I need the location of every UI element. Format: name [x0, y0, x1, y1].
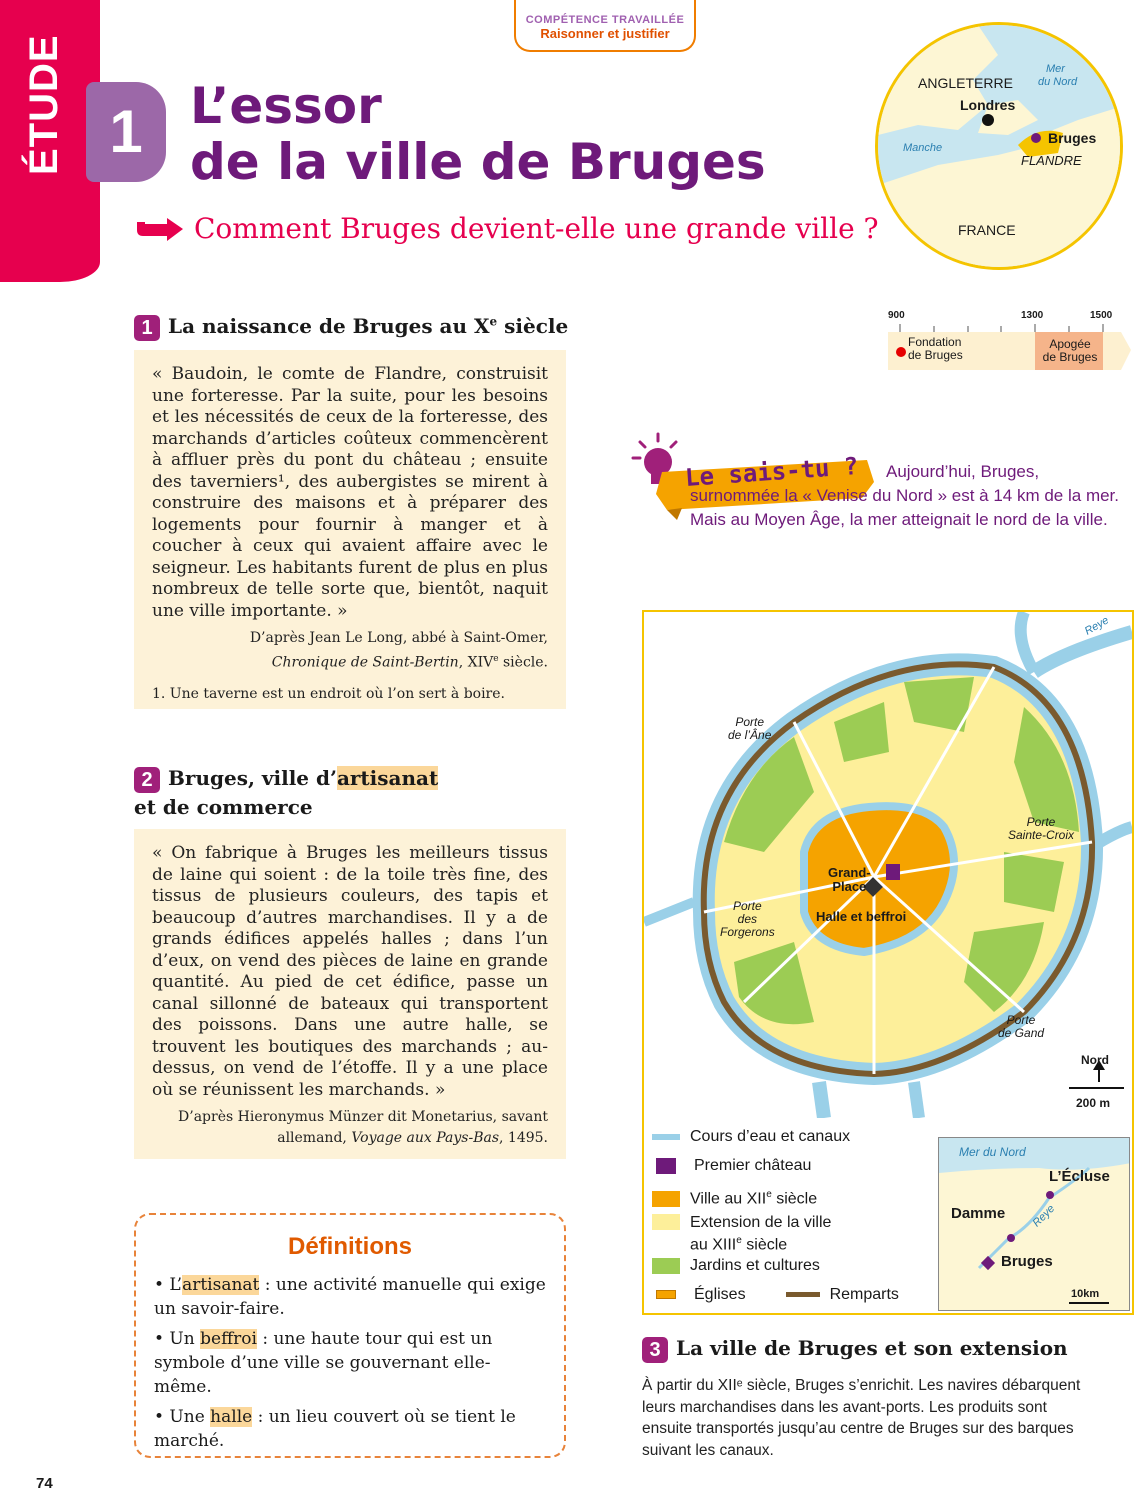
highlight-artisanat: artisanat — [336, 766, 439, 790]
label-halle-beffroi: Halle et beffroi — [816, 909, 907, 924]
doc1-number: 1 — [134, 315, 160, 341]
doc3-title: 3 La ville de Bruges et son extension — [642, 1336, 1068, 1363]
page-number: 74 — [36, 1475, 53, 1492]
timeline — [888, 308, 1133, 378]
inset-bruges: Bruges — [1001, 1253, 1053, 1270]
etude-ribbon — [0, 0, 100, 282]
apogee-label: Apogée de Bruges — [1042, 337, 1098, 364]
map-scale: 200 m — [1076, 1096, 1111, 1110]
competence-badge — [514, 0, 696, 52]
year-1500: 1500 — [1090, 310, 1113, 321]
church-icon — [656, 1290, 676, 1299]
inset-ecluse: L’Écluse — [1049, 1168, 1110, 1185]
inset-map — [938, 1137, 1130, 1311]
bruges-city-map — [642, 610, 1134, 1315]
arrow-right-icon — [135, 216, 185, 242]
doc1-text: « Baudoin, le comte de Flandre, construisit une forteresse. Par la suite, pour les besoins et les nécessités de ceux de la forteresse, des marchands d’articles coûteux commencèrent à affluer près du pont du château ; ensuite des taverniers¹, des aubergistes se mirent à construire des maisons et à préparer des logements pour fournir à manger et à coucher à ceux qui avaient affaire avec le seigneur. Les habitants furent de plus en plus nombreux de telle sorte que, bientôt, naquit une ville importante. » — [152, 364, 548, 621]
doc2-text: « On fabrique à Bruges les meilleurs tissus de laine qui soient : de la toile très fine, des tissus de plusieurs couleurs, des tapis et beaucoup d’autres marchandises. Il y a de grands édifices appelés halles ; dans l’un d’eux, on vend des pièces de laine en grande quantité. Au pied de cet édifice, passe un canal sillonné de bateaux qui transportent des poissons. Dans une autre halle, se trouvent les boutiques des marchands ; au-dessus, on vend de l’étoffe. Il y a une place où se réunissent les marchands. » — [152, 843, 548, 1100]
sais-tu-label: Le sais-tu ? — [684, 451, 860, 493]
title-line-1: L’essor — [190, 77, 382, 135]
locator-map — [875, 22, 1123, 270]
label-mer: Mer — [1046, 63, 1065, 75]
definition-halle: • Une halle : un lieu couvert où se tient le marché. — [154, 1407, 516, 1451]
label-londres: Londres — [960, 97, 1016, 113]
definitions-box — [134, 1213, 566, 1458]
doc2-title: 2 Bruges, ville d’artisanat et de commerce — [134, 766, 439, 819]
inset-reye: Reye — [1030, 1202, 1058, 1230]
doc2-number: 2 — [134, 767, 160, 793]
label-manche: Manche — [903, 142, 943, 154]
map-legend: Cours d’eau et canaux Premier château Ville au XIIe siècle Extension de la ville au XIIIe siècle Jardins et cultures Églises Remparts — [652, 1127, 932, 1314]
label-angleterre: ANGLETERRE — [918, 75, 1013, 91]
legend-chateau-swatch — [656, 1158, 676, 1174]
doc3-caption: À partir du XIIᵉ siècle, Bruges s’enrichit. Les navires débarquent leurs marchandises dans les avant-ports. Les produits sont ensuite transportés jusqu’au centre de Bruges sur des barques suivant les canaux. — [642, 1377, 1081, 1459]
doc1-quote — [134, 350, 566, 709]
label-grand-place: Grand- Place — [828, 865, 871, 894]
inset-scale: 10km — [1071, 1288, 1100, 1300]
legend-water-swatch — [652, 1134, 680, 1140]
competence-label: COMPÉTENCE TRAVAILLÉE — [525, 14, 685, 26]
label-porte-gand: Porte de Gand — [998, 1013, 1045, 1040]
guiding-question: Comment Bruges devient-elle une grande ville ? — [194, 212, 879, 245]
legend-remparts-swatch — [786, 1292, 820, 1297]
label-france: FRANCE — [958, 222, 1016, 238]
doc1-source: D’après Jean Le Long, abbé à Saint-Omer, Chronique de Saint-Bertin, XIVe siècle. — [249, 630, 548, 671]
page-title — [190, 78, 810, 190]
label-porte-ane: Porte de l’Âne — [728, 715, 772, 742]
etude-label: ÉTUDE — [22, 34, 66, 175]
label-porte-forgerons: Porte des Forgerons — [720, 899, 775, 939]
legend-xii-swatch — [652, 1191, 680, 1207]
label-porte-sainte-croix: Porte Sainte-Croix — [1008, 815, 1075, 842]
label-bruges: Bruges — [1048, 130, 1097, 146]
doc1-title: 1 La naissance de Bruges au Xe siècle — [134, 314, 568, 341]
label-reye: Reye — [1082, 614, 1111, 638]
doc1-footnote: 1. Une taverne est un endroit où l’on sert à boire. — [152, 685, 505, 702]
label-nord: Nord — [1081, 1053, 1109, 1067]
inset-mer-du-nord: Mer du Nord — [959, 1145, 1026, 1159]
doc3-number: 3 — [642, 1337, 668, 1363]
inset-damme: Damme — [951, 1205, 1006, 1222]
year-900: 900 — [888, 310, 905, 321]
legend-xiii-swatch — [652, 1214, 680, 1230]
label-du-nord: du Nord — [1038, 76, 1078, 88]
doc2-quote — [134, 829, 566, 1159]
title-line-2: de la ville de Bruges — [190, 133, 766, 191]
definition-artisanat: • L’artisanat : une activité manuelle qui exige un savoir-faire. — [154, 1275, 546, 1319]
definitions-title: Définitions — [288, 1233, 412, 1260]
label-flandre: FLANDRE — [1021, 153, 1082, 168]
doc2-source: D’après Hieronymus Münzer dit Monetarius, savant allemand, Voyage aux Pays-Bas, 1495. — [178, 1109, 548, 1146]
legend-jardins-swatch — [652, 1258, 680, 1274]
sais-tu-text: Aujourd’hui, Bruges, surnommée la « Venise du Nord » est à 14 km de la mer. Mais au Moyen Âge, la mer atteignait le nord de la ville. — [690, 462, 1120, 529]
study-number: 1 — [86, 82, 166, 182]
fondation-label: Fondation de Bruges — [908, 335, 963, 362]
city-plan — [644, 612, 1132, 1118]
definition-beffroi: • Un beffroi : une haute tour qui est un symbole d’une ville se gouvernant elle-même. — [154, 1329, 493, 1397]
year-1300: 1300 — [1021, 310, 1044, 321]
competence-value: Raisonner et justifier — [540, 26, 670, 41]
